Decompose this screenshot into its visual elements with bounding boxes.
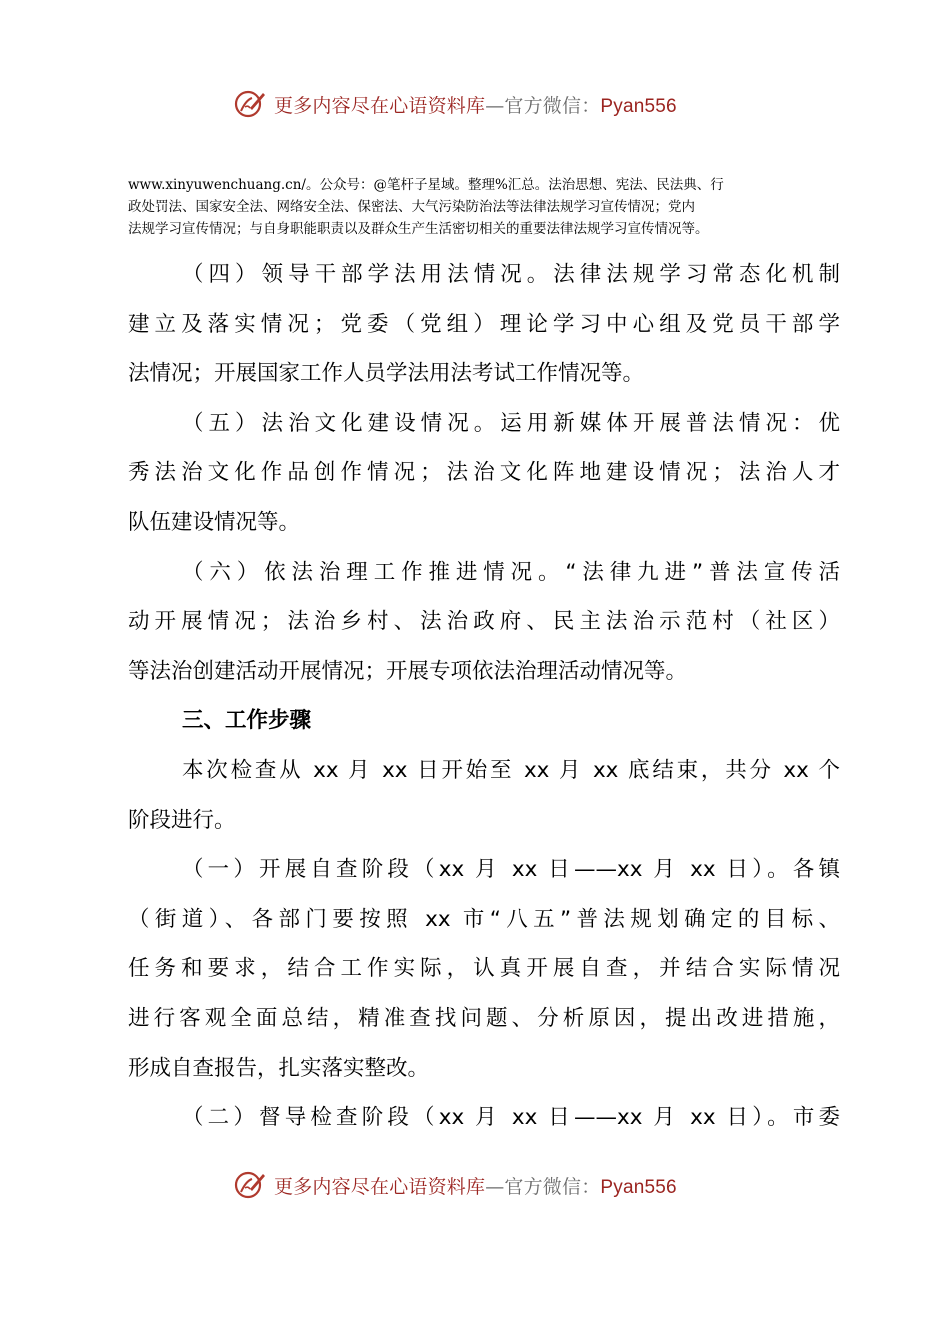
text-line: 进行客观全面总结，精准查找问题、分析原因，提出改进措施， bbox=[128, 1005, 840, 1031]
paragraph-6 bbox=[128, 548, 840, 697]
banner-text bbox=[274, 91, 677, 118]
paragraph-4 bbox=[128, 250, 840, 399]
text-line: （街道）、各部门要按照 xx 市“八五”普法规划确定的目标、 bbox=[128, 906, 840, 932]
text-line: 建立及落实情况；党委（党组）理论学习中心组及党员干部学 bbox=[128, 311, 840, 337]
text-line: 法情况；开展国家工作人员学法用法考试工作情况等。 bbox=[128, 361, 645, 387]
text-line: （四）领导干部学法用法情况。法律法规学习常态化机制 bbox=[182, 262, 840, 287]
banner-main: 更多内容尽在心语资料库 bbox=[274, 94, 486, 117]
paragraph-step-2 bbox=[128, 1093, 840, 1143]
header-banner bbox=[232, 84, 752, 124]
text-line: （二）督导检查阶段（xx 月 xx 日——xx 月 xx 日）。市委 bbox=[182, 1105, 840, 1131]
section-heading: 三、工作步骤 bbox=[182, 708, 312, 734]
document-body bbox=[128, 250, 840, 1143]
text-line: 阶段进行。 bbox=[128, 807, 236, 833]
banner-wechat-label: 官方微信： bbox=[504, 1175, 601, 1198]
text-line: 本次检查从 xx 月 xx 日开始至 xx 月 xx 底结束，共分 xx 个 bbox=[182, 757, 840, 783]
notice-line: 法规学习宣传情况；与自身职能职责以及群众生产生活密切相关的重要法律法规学习宣传情况等。 bbox=[128, 221, 709, 237]
text-line: 形成自查报告，扎实落实整改。 bbox=[128, 1055, 430, 1081]
banner-main: 更多内容尽在心语资料库 bbox=[274, 1175, 486, 1198]
banner-wechat-id: Pyan556 bbox=[600, 1176, 677, 1198]
pen-logo-icon bbox=[232, 86, 268, 122]
paragraph-step-1 bbox=[128, 845, 840, 1093]
paragraph-5 bbox=[128, 399, 840, 548]
text-line: （一）开展自查阶段（xx 月 xx 日——xx 月 xx 日）。各镇 bbox=[182, 857, 840, 883]
text-line: 队伍建设情况等。 bbox=[128, 509, 301, 535]
banner-wechat-id: Pyan556 bbox=[600, 95, 677, 117]
text-line: 秀法治文化作品创作情况；法治文化阵地建设情况；法治人才 bbox=[128, 460, 840, 486]
pen-logo-icon bbox=[232, 1167, 268, 1203]
banner-wechat-label: 官方微信： bbox=[504, 94, 601, 117]
text-line: 动开展情况；法治乡村、法治政府、民主法治示范村（社区） bbox=[128, 609, 840, 635]
banner-separator: — bbox=[485, 1175, 505, 1198]
notice-block bbox=[128, 174, 840, 240]
notice-line: www.xinyuwenchuang.cn/。公众号：@笔杆子星域。整理%汇总。法治思想、宪法、民法典、行 bbox=[128, 177, 724, 193]
text-line: （六）依法治理工作推进情况。“法律九进”普法宣传活 bbox=[182, 559, 840, 585]
notice-line: 政处罚法、国家安全法、网络安全法、保密法、大气污染防治法等法律法规学习宣传情况；党内 bbox=[128, 199, 695, 215]
footer-banner bbox=[232, 1165, 752, 1205]
banner-text bbox=[274, 1172, 677, 1199]
text-line: 等法治创建活动开展情况；开展专项依法治理活动情况等。 bbox=[128, 658, 688, 684]
text-line: （五）法治文化建设情况。运用新媒体开展普法情况：优 bbox=[182, 410, 840, 436]
text-line: 任务和要求，结合工作实际，认真开展自查，并结合实际情况 bbox=[128, 956, 840, 982]
paragraph-intro bbox=[128, 746, 840, 845]
banner-separator: — bbox=[485, 94, 505, 117]
